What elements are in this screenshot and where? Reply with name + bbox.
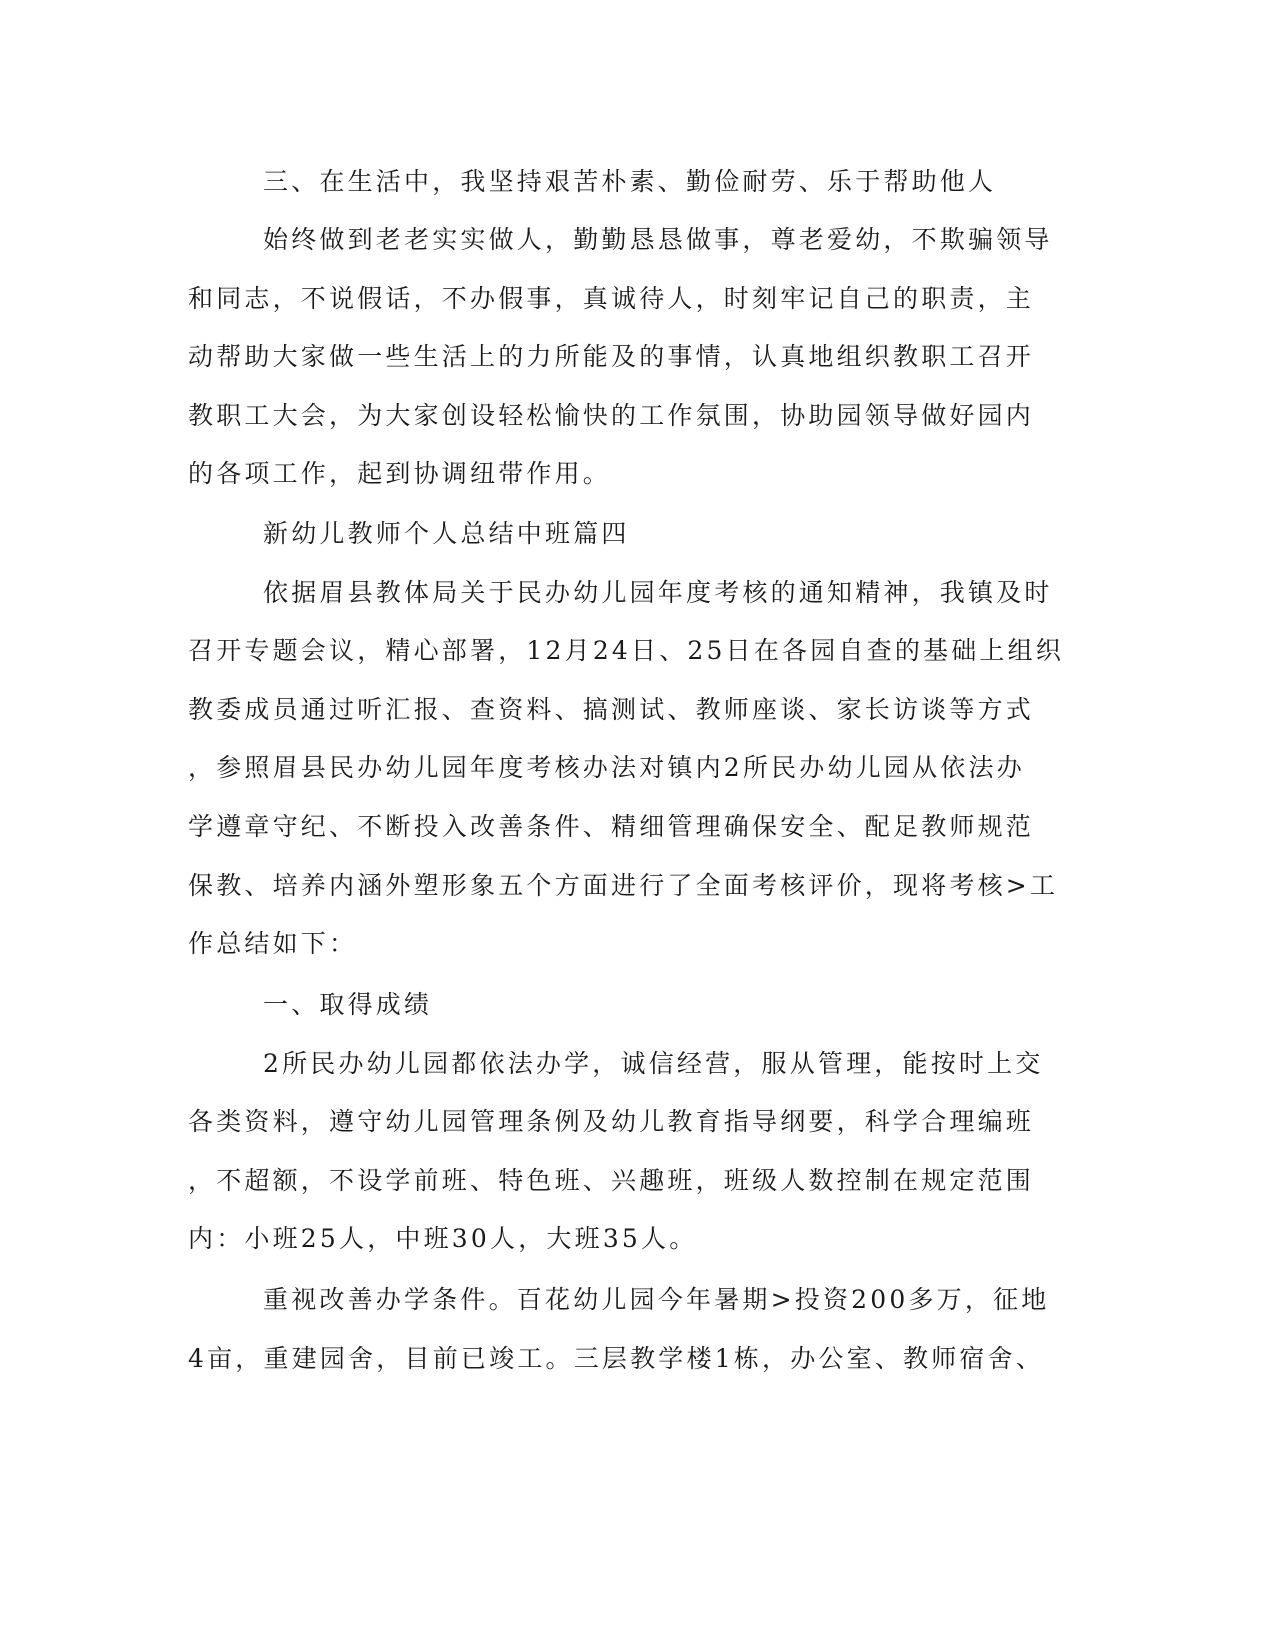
paragraph-line: 内：小班25人，中班30人，大班35人。 — [188, 1224, 698, 1253]
paragraph-line: 召开专题会议，精心部署，12月24日、25日在各园自查的基础上组织 — [188, 636, 1065, 665]
section-heading: 一、取得成绩 — [263, 990, 433, 1019]
paragraph-line: ，参照眉县民办幼儿园年度考核办法对镇内2所民办幼儿园从依法办 — [188, 753, 1025, 782]
paragraph-line: 和同志，不说假话，不办假事，真诚待人，时刻牢记自己的职责，主 — [188, 284, 1035, 313]
paragraph-line: 的各项工作，起到协调纽带作用。 — [188, 459, 612, 488]
paragraph-line: 动帮助大家做一些生活上的力所能及的事情，认真地组织教职工召开 — [188, 342, 1035, 371]
paragraph-line: 学遵章守纪、不断投入改善条件、精细管理确保安全、配足教师规范 — [188, 812, 1035, 841]
section-heading: 三、在生活中，我坚持艰苦朴素、勤俭耐劳、乐于帮助他人 — [263, 167, 997, 196]
section-title: 新幼儿教师个人总结中班篇四 — [263, 519, 630, 548]
paragraph-line: 依据眉县教体局关于民办幼儿园年度考核的通知精神，我镇及时 — [263, 578, 1053, 607]
paragraph-line: 始终做到老老实实做人，勤勤恳恳做事，尊老爱幼，不欺骗领导 — [263, 225, 1053, 254]
paragraph-line: 保教、培养内涵外塑形象五个方面进行了全面考核评价，现将考核>工 — [188, 871, 1059, 900]
paragraph-line: 教委成员通过听汇报、查资料、搞测试、教师座谈、家长访谈等方式 — [188, 695, 1035, 724]
paragraph-line: 重视改善办学条件。百花幼儿园今年暑期>投资200多万，征地 — [263, 1285, 1050, 1314]
paragraph-line: 2所民办幼儿园都依法办学，诚信经营，服从管理，能按时上交 — [263, 1049, 1044, 1078]
paragraph-line: 各类资料，遵守幼儿园管理条例及幼儿教育指导纲要，科学合理编班 — [188, 1107, 1035, 1136]
paragraph-line: 4亩，重建园舍，目前已竣工。三层教学楼1栋，办公室、教师宿舍、 — [188, 1344, 1045, 1373]
paragraph-line: 作总结如下： — [188, 929, 358, 958]
paragraph-line: ，不超额，不设学前班、特色班、兴趣班，班级人数控制在规定范围 — [188, 1166, 1035, 1195]
paragraph-line: 教职工大会，为大家创设轻松愉快的工作氛围，协助园领导做好园内 — [188, 401, 1035, 430]
